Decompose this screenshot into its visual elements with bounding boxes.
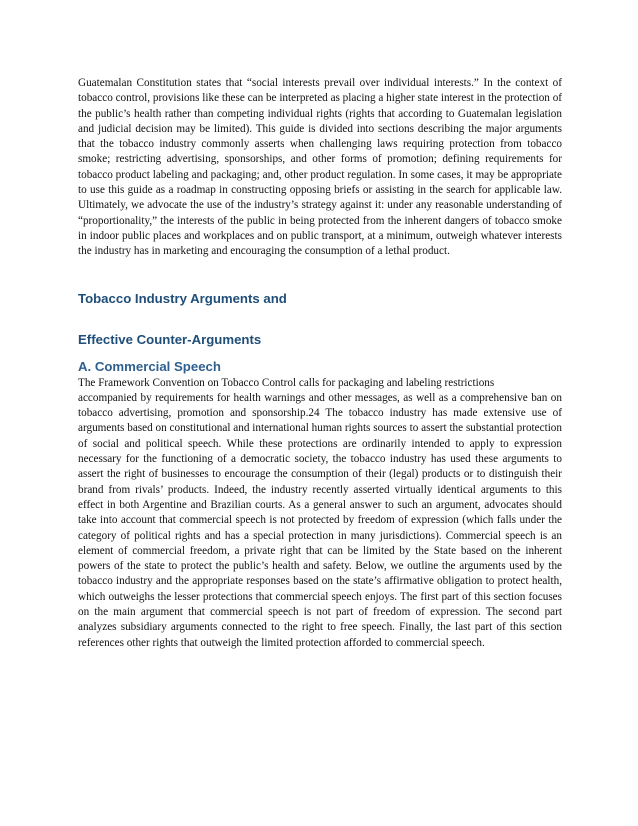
section-paragraph: accompanied by requirements for health warnings and other messages, as well as a comprehensive ban on tobacco advertising, promotion and sponsorship.24 The tobacco industry has made extensive use of arguments based on constitutional and international human rights sources to assert the substantial protection of social and political speech. While these protections are ordinarily intended to apply to expression necessary for the functioning of a democratic society, the tobacco industry has used these arguments to assert the right of businesses to encourage the consumption of their (legal) products or to distinguish their brand from rivals’ products. Indeed, the industry recently asserted virtually identical arguments to this effect in both Argentine and Brazilian courts. As a general answer to such an argument, advocates should take into account that commercial speech is not protected by freedom of expression (which falls under the category of political rights and has a special protection in many jurisdictions). Commercial speech is an element of commercial freedom, a private right that can be limited by the State based on the inherent powers of the state to protect the public’s health and safety. Below, we outline the arguments used by the tobacco industry and the appropriate responses based on the state’s affirmative obligation to protect health, which outweighs the lesser protections that commercial speech enjoys. The first part of this section focuses on the main argument that commercial speech is not part of freedom of expression. The second part analyzes subsidiary arguments connected to the right to free speech. Finally, the last part of this section references other rights that outweigh the limited protection afforded to commercial speech. [78,391,562,649]
section-heading-line-2: Effective Counter-Arguments [78,331,262,347]
intro-paragraph: Guatemalan Constitution states that “social interests prevail over individual interests.” In the context of tobacco control, provisions like these can be interpreted as placing a higher state interest in the protection of the public’s health rather than competing individual rights (rights that according to Guatemalan legislation and judicial decision may be limited). This guide is divided into sections describing the major arguments that the tobacco industry commonly asserts when challenging laws requiring protection from tobacco smoke; restricting advertising, sponsorships, and other forms of promotion; defining requirements for tobacco product labeling and packaging; and, other product regulation. In some cases, it may be appropriate to use this guide as a roadmap in constructing opposing briefs or assisting in the search for applicable law. Ultimately, we advocate the use of the industry’s strategy against it: under any reasonable understanding of “proportionality,” the interests of the public in being protected from the inherent dangers of tobacco smoke in indoor public places and workplaces and on public transport, at a minimum, outweigh whatever interests the industry has in marketing and encouraging the consumption of a lethal product. [78,77,563,258]
section-heading-line-1: Tobacco Industry Arguments and [78,290,287,306]
document-page [78,76,562,651]
section-first-line: The Framework Convention on Tobacco Control calls for packaging and labeling restrictions [78,376,495,389]
subheading-commercial-speech: A. Commercial Speech [78,358,221,374]
